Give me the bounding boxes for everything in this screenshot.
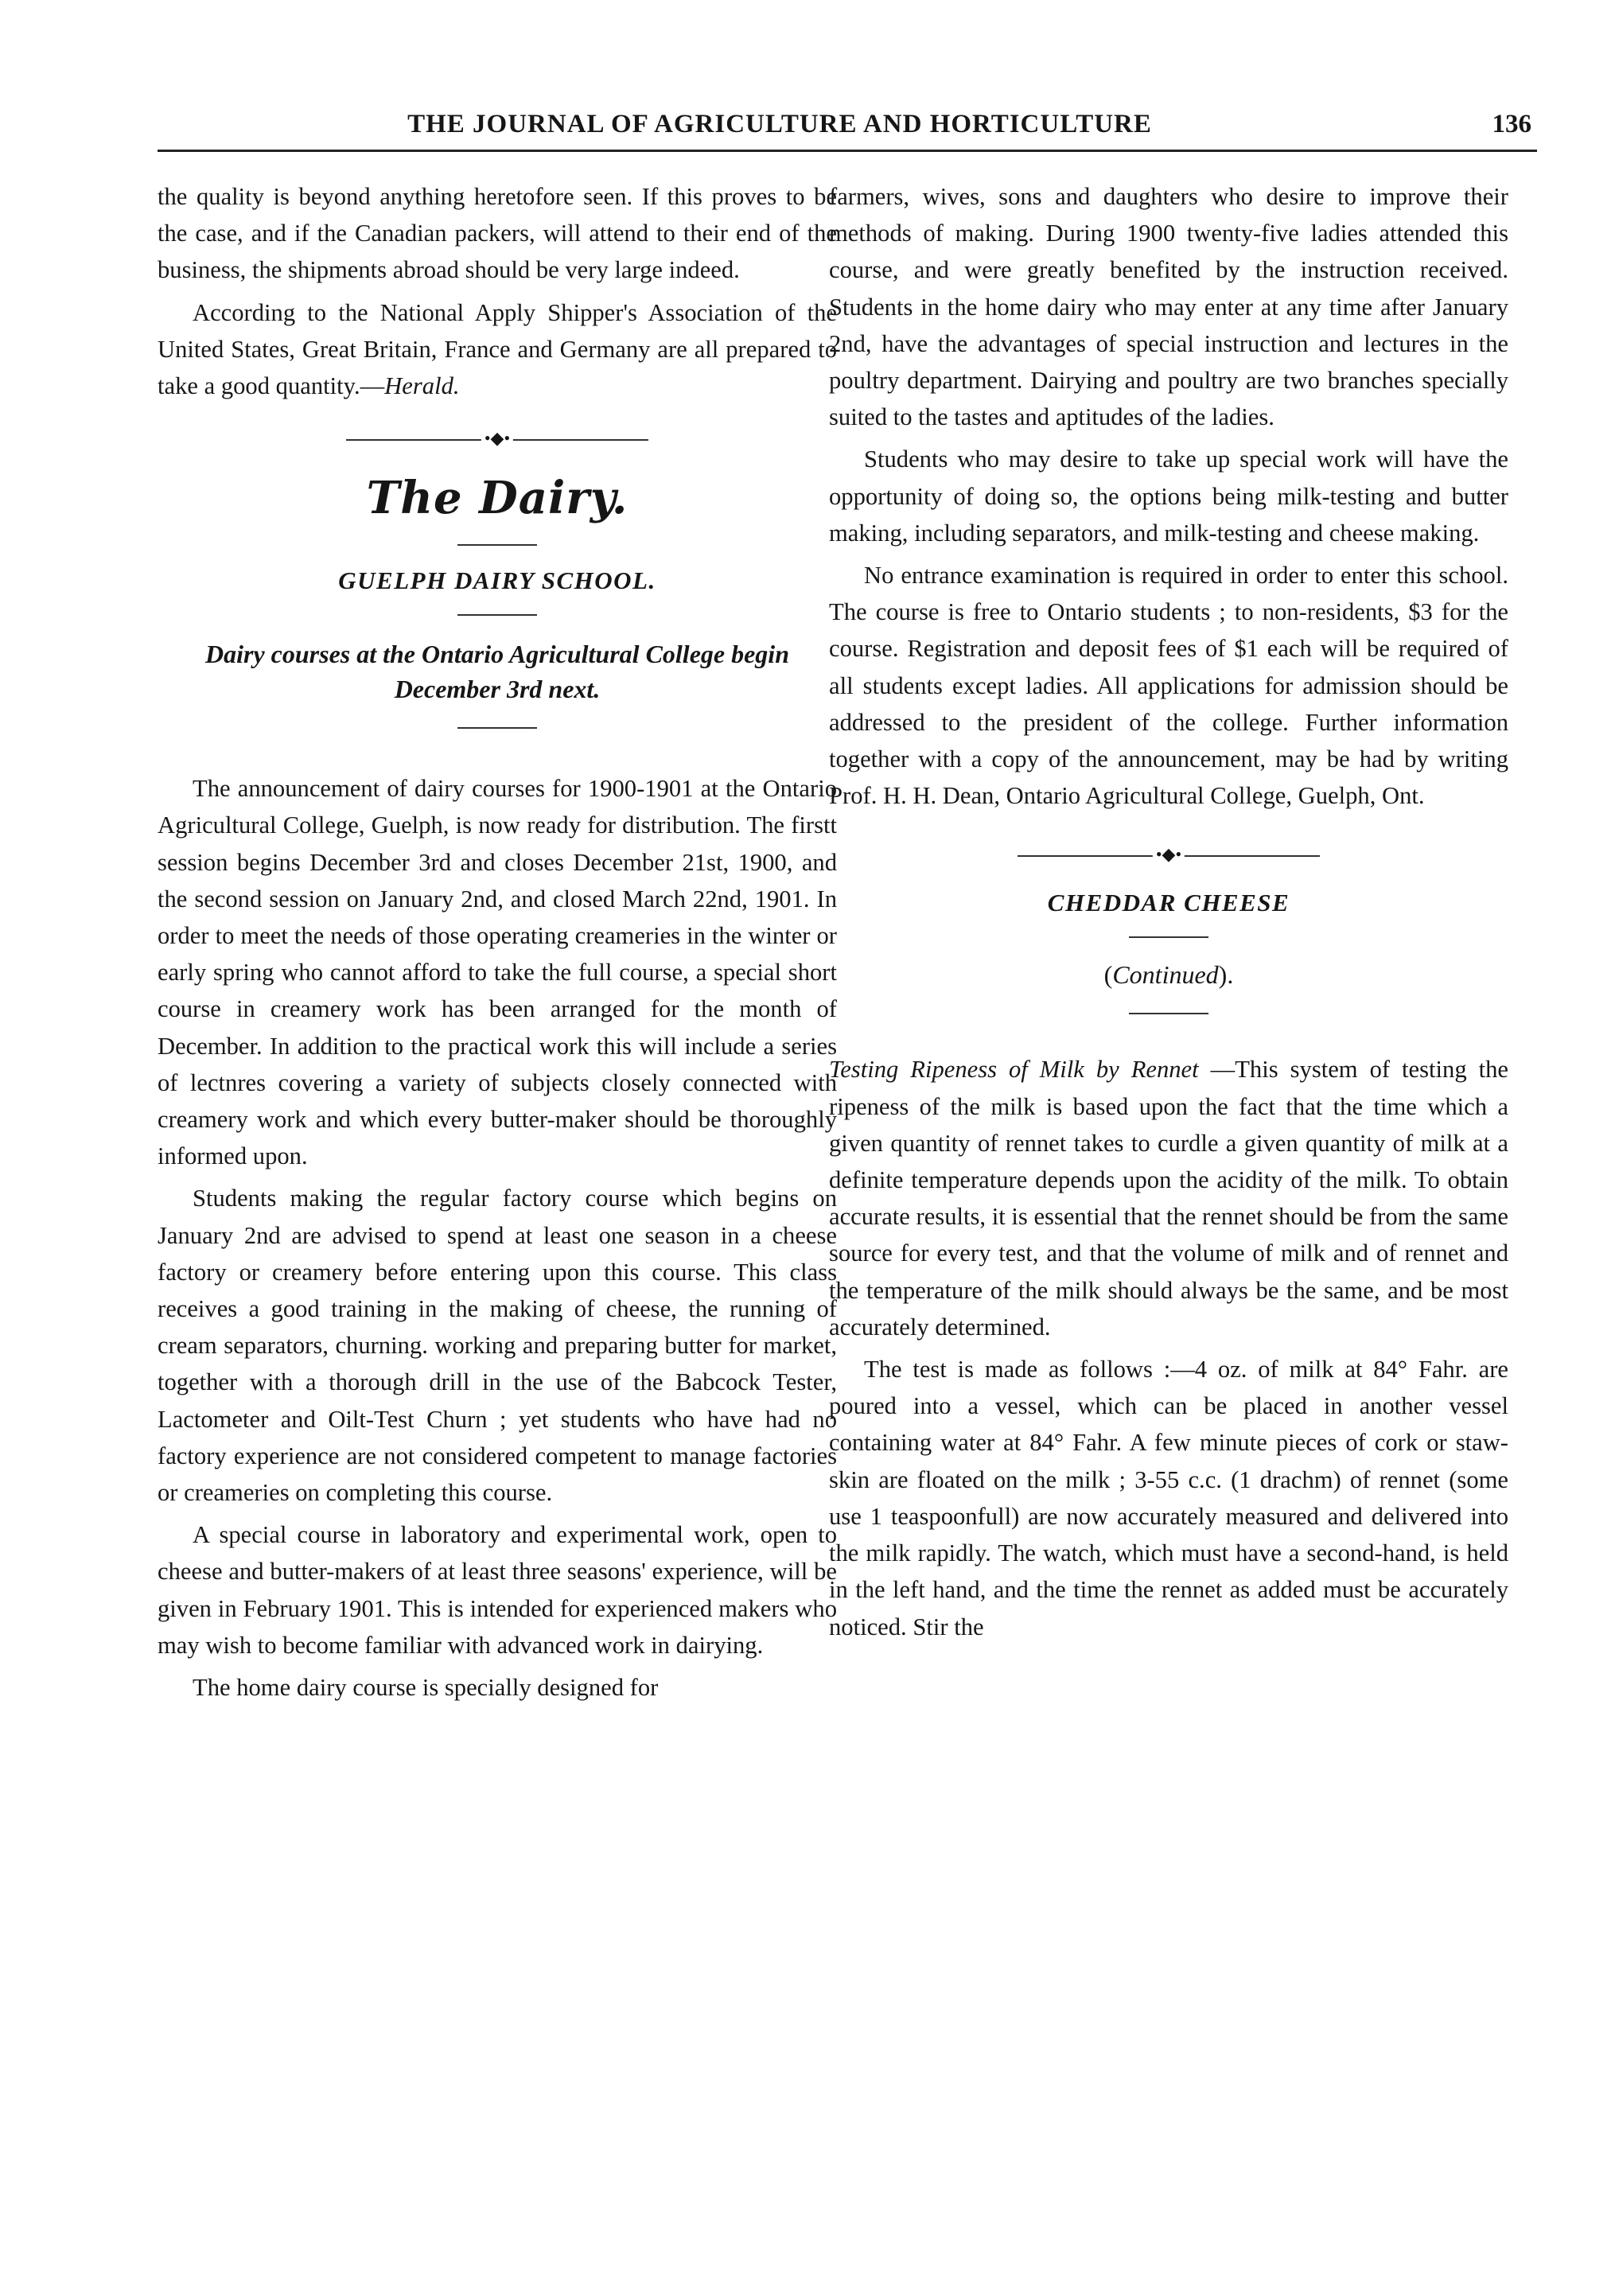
department-title: The Dairy. <box>366 472 628 525</box>
article-text: farmers, wives, sons and daughters who desire to improve their methods of making. During 1900 twenty-five ladies attended this course, and were greatly benefited by the instruction received. Students in the home dairy who may enter at any time after January 2nd, have the advantages of special instruction and lectures in the poultry department. Dairying and poultry are two branches specially suited to the tastes and aptitudes of the ladies. <box>829 183 1508 431</box>
article-text: The test is made as follows :—4 oz. of milk at 84° Fahr. are poured into a vessel, which can be placed in another vessel containing water at 84° Fahr. A few minute pieces of cork or staw-skin are floated on the milk ; 3-55 c.c. (1 drachm) of rennet (some use 1 teaspoonfull) are now accurately measured and delivered into the milk rapidly. The watch, which must have a second-hand, is held in the left hand, and the time the rennet as added must be accurately noticed. Stir the <box>829 1356 1508 1640</box>
right-column <box>829 178 1508 1645</box>
article-text-body: —This system of testing the ripeness of the milk is based upon the fact that the time which a given quantity of rennet takes to curdle a given quantity of milk at a definite temperature depends upon the acidity of the milk. To obtain accurate results, it is essential that the rennet should be from the same source for every test, and that the volume of milk and of rennet and the temperature of the milk should always be the same, and be most accurately determined. <box>829 1056 1508 1341</box>
header-rule <box>158 150 1537 152</box>
article-text: Students making the regular factory course which begins on January 2nd are advised to spend at least one season in a cheese factory or creamery before entering upon this course. This class receives a good training in the making of cheese, the running of cream separators, churning. working and preparing butter for market, together with a thorough drill in the use of the Babcock Tester, Lactometer and Oilt-Test Churn ; yet students who have had no factory experience are not considered competent to manage factories or creameries on completing this course. <box>158 1185 837 1507</box>
section-title: GUELPH DAIRY SCHOOL. <box>338 566 656 595</box>
left-column <box>158 178 837 1706</box>
section-ornament-divider <box>1018 844 1320 865</box>
section-subtitle: Dairy courses at the Ontario Agricultural College begin December 3rd next. <box>205 640 789 704</box>
page-header <box>263 110 1535 148</box>
article-text: The home dairy course is specially designed for <box>193 1674 659 1702</box>
run-in-heading: Testing Ripeness of Milk by Rennet <box>829 1056 1199 1084</box>
ornament-icon: •◆• <box>1153 843 1185 866</box>
ornament-icon: •◆• <box>481 426 513 450</box>
section-ornament-divider <box>346 428 648 449</box>
section-title: CHEDDAR CHEESE <box>1047 889 1290 917</box>
article-text-body: According to the National Apply Shipper's Association of the United States, Great Britain, France and Germany are all prepared to take a good quantity.— <box>158 298 837 400</box>
running-title: THE JOURNAL OF AGRICULTURE AND HORTICULTURE <box>407 110 1152 138</box>
article-text: A special course in laboratory and experimental work, open to cheese and butter-makers of at least three seasons' experience, will be given in February 1901. This is intended for experienced makers who may wish to become familiar with advanced work in dairying. <box>158 1521 837 1659</box>
article-text: the quality is beyond anything heretofore seen. If this proves to be the case, and if the Canadian packers, will attend to their end of the business, the shipments abroad should be very large indeed. <box>158 183 837 284</box>
continued-note: (Continued). <box>1103 960 1234 990</box>
article-text <box>829 1051 1508 1345</box>
source-signature: Herald. <box>384 372 460 400</box>
continued-label: Continued <box>1112 960 1219 990</box>
article-text: Students who may desire to take up special work will have the opportunity of doing so, the options being milk-testing and butter making, including separators, and milk-testing and cheese making. <box>829 446 1508 547</box>
article-text: The announcement of dairy courses for 1900-1901 at the Ontario Agricultural College, Guelph, is now ready for distribution. The firstt session begins December 3rd and closes December 21st, 1900, and the second session on January 2nd, and closed March 22nd, 1901. In order to meet the needs of those operating creameries in the winter or early spring who cannot afford to take the full course, a special short course in creamery work has been arranged for the month of December. In addition to the practical work this will include a series of lectnres covering a variety of subjects closely connected with creamery work and which every butter-maker should be thoroughly informed upon. <box>158 775 837 1170</box>
page-number: 136 <box>1492 110 1531 138</box>
article-text <box>158 294 837 405</box>
article-text: No entrance examination is required in order to enter this school. The course is free to Ontario students ; to non-residents, $3 for the course. Registration and deposit fees of $1 each will be required of all students except ladies. All applications for admission should be addressed to the president of the college. Further information together with a copy of the announcement, may be had by writing Prof. H. H. Dean, Ontario Agricultural College, Guelph, Ont. <box>829 562 1508 810</box>
